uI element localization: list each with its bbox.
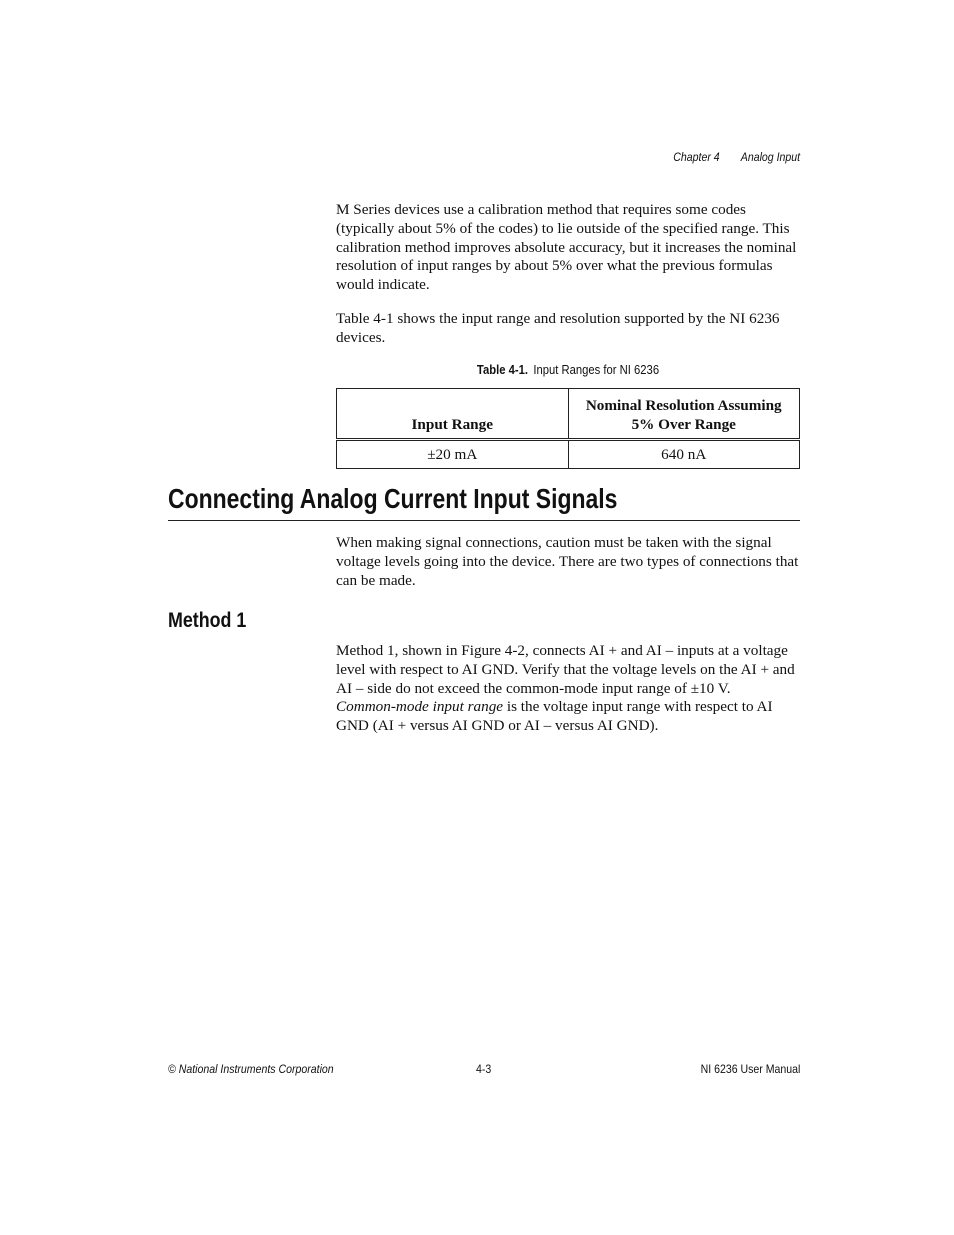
method-1-paragraph bbox=[336, 642, 802, 736]
header-chapter: Chapter 4 bbox=[673, 150, 720, 164]
input-ranges-table bbox=[336, 388, 800, 469]
method-1-heading: Method 1 bbox=[168, 609, 247, 632]
table-caption-label: Table 4-1. bbox=[476, 363, 528, 377]
method-1-text-a: Method 1, shown in Figure 4-2, connects AI + and AI – inputs at a voltage level with respect to AI GND. Verify that the voltage levels on the AI + and AI – side do not exceed the common-mode input range of ±10 V. bbox=[336, 642, 795, 697]
running-header bbox=[673, 150, 800, 164]
table-header-row bbox=[337, 389, 800, 440]
header-input-range: Input Range bbox=[337, 389, 569, 440]
cell-resolution: 640 nA bbox=[568, 440, 800, 469]
method-1-term: Common-mode input range bbox=[336, 698, 504, 716]
header-nominal-resolution: Nominal Resolution Assuming 5% Over Range bbox=[568, 389, 800, 440]
table-row bbox=[337, 440, 800, 469]
table-intro-paragraph: Table 4-1 shows the input range and resolution supported by the NI 6236 devices. bbox=[336, 310, 780, 346]
footer-copyright: © National Instruments Corporation bbox=[168, 1062, 334, 1076]
section-heading: Connecting Analog Current Input Signals bbox=[168, 482, 800, 521]
footer-page-number: 4-3 bbox=[476, 1062, 492, 1076]
footer-manual-title: NI 6236 User Manual bbox=[700, 1062, 800, 1076]
method-1-text-b: is the voltage input range with respect to AI GND (AI + versus AI GND or AI – versus AI GND). bbox=[336, 698, 773, 735]
cell-input-range: ±20 mA bbox=[337, 440, 569, 469]
calibration-paragraph: M Series devices use a calibration method that requires some codes (typically about 5% of the codes) to lie outside of the specified range. This calibration method improves absolute accuracy, but it increases the nominal resolution of input ranges by about 5% over what the previous formulas would indicate. bbox=[336, 201, 797, 294]
table-caption-title: Input Ranges for NI 6236 bbox=[533, 363, 660, 377]
section-intro-paragraph: When making signal connections, caution must be taken with the signal voltage levels going into the device. There are two types of connections that can be made. bbox=[336, 534, 799, 589]
table-caption bbox=[359, 363, 777, 377]
header-section: Analog Input bbox=[740, 150, 800, 164]
